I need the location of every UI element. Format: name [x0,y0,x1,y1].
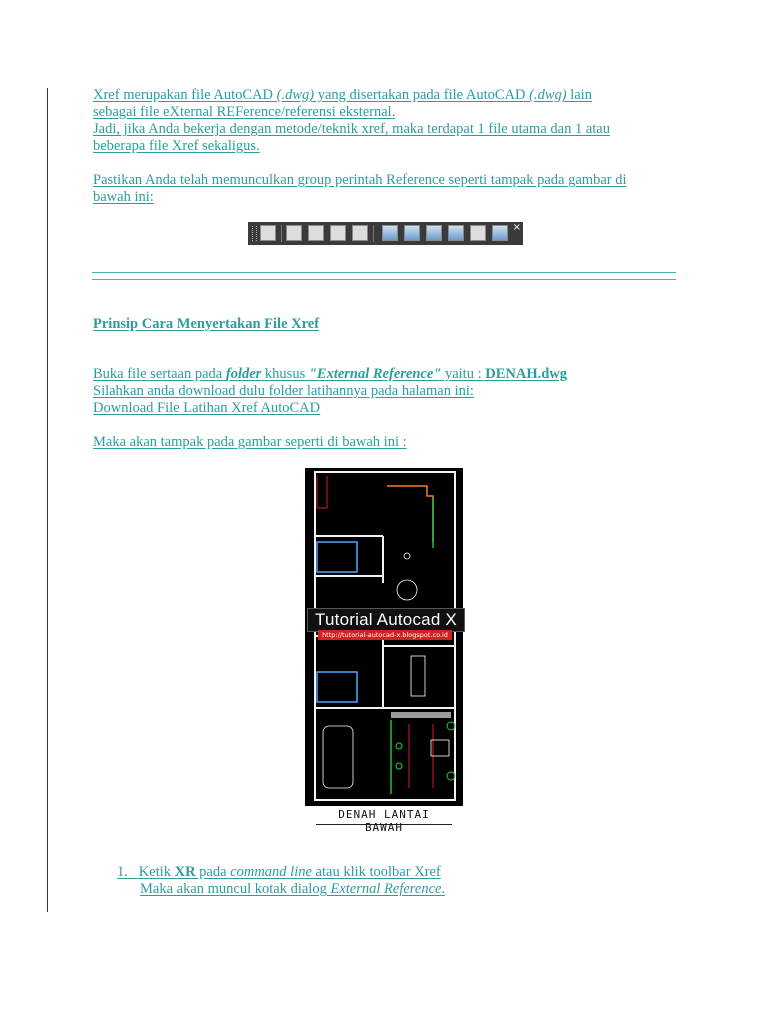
toolbar-grip[interactable] [252,226,257,241]
toolbar-separator [281,225,282,242]
clip-xref-icon[interactable] [308,225,324,241]
toolbar-separator [373,225,374,242]
page-margin-line [47,88,48,912]
reference-toolbar [248,222,523,245]
bind-xref-icon[interactable] [330,225,346,241]
floor-plan-title: DENAH LANTAI BAWAH [316,808,452,825]
section-heading: Prinsip Cara Menyertakan File Xref [93,316,320,332]
intro-line-2: sebagai file eXternal REFerence/referensi eksternal. [93,104,396,120]
horizontal-rule-top [92,272,676,273]
watermark-url: http://tutorial-autocad-x.blogspot.co.id [318,630,452,640]
xref-frame-icon[interactable] [352,225,368,241]
clip-image-icon[interactable] [404,225,420,241]
intro-line-4: beberapa file Xref sekaligus. [93,138,260,154]
section-line-4: Maka akan tampak pada gambar seperti di bawah ini : [93,434,407,450]
attach-image-icon[interactable] [382,225,398,241]
toolbar-close-icon[interactable]: × [512,222,521,233]
intro-line-3: Jadi, jika Anda bekerja dengan metode/teknik xref, maka terdapat 1 file utama dan 1 atau [93,121,610,137]
download-link[interactable]: Download File Latihan Xref AutoCAD [93,400,321,416]
step-1-continuation: Maka akan muncul kotak dialog External Reference. [140,881,446,897]
attach-xref-icon[interactable] [260,225,276,241]
transparency-icon[interactable] [470,225,486,241]
image-frame-icon[interactable] [492,225,508,241]
intro-line-1: Xref merupakan file AutoCAD (.dwg) yang disertakan pada file AutoCAD (.dwg) lain [93,87,592,103]
watermark-title: Tutorial Autocad X [307,608,465,632]
horizontal-rule-bottom [92,279,676,280]
section-line-1: Buka file sertaan pada folder khusus "External Reference" yaitu : DENAH.dwg [93,366,568,382]
reference-note-line-1: Pastikan Anda telah memunculkan group perintah Reference seperti tampak pada gambar di [93,172,627,188]
attach-dgn-icon[interactable] [286,225,302,241]
section-line-2: Silahkan anda download dulu folder latihannya pada halaman ini: [93,383,474,399]
reference-note-line-2: bawah ini: [93,189,154,205]
adjust-image-icon[interactable] [426,225,442,241]
image-quality-icon[interactable] [448,225,464,241]
step-1: 1. Ketik XR pada command line atau klik toolbar Xref [117,864,441,880]
